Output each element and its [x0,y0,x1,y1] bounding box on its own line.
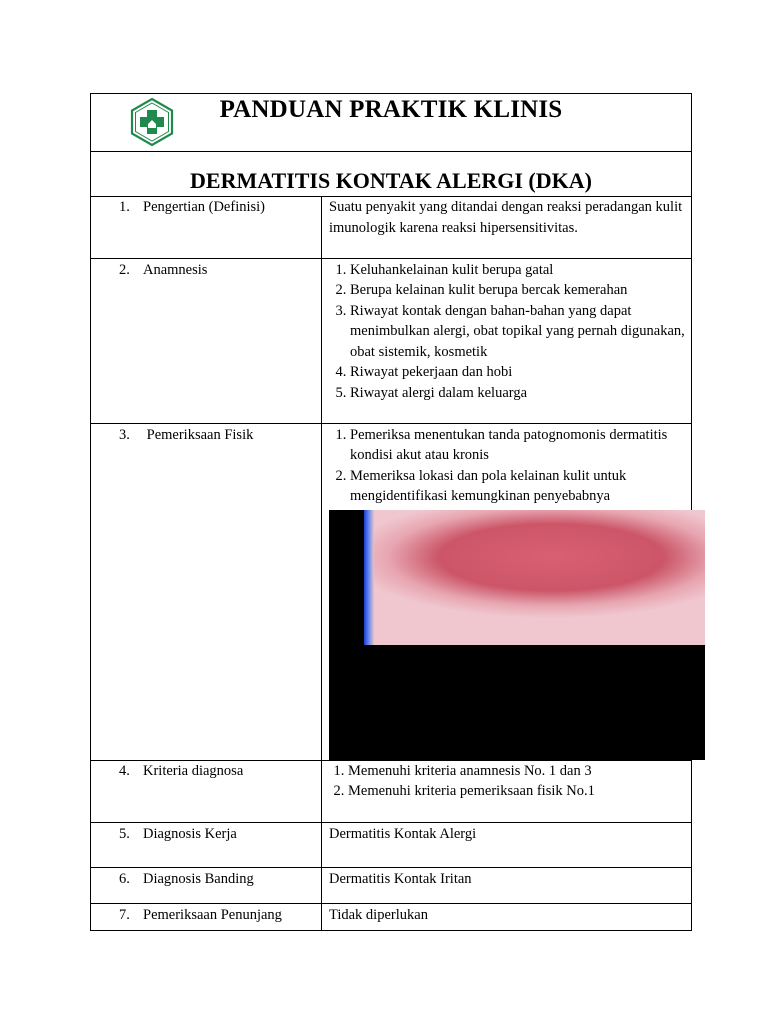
table-row [91,867,691,903]
list-item: 1. Keluhankelainan kulit berupa gatal [350,260,687,281]
row-label-text: Anamnesis [143,261,208,278]
row-text: Dermatitis Kontak Alergi [329,825,477,842]
row-label-text: Pemeriksaan Penunjang [143,906,282,923]
row-label-text: Diagnosis Kerja [143,825,237,842]
clinical-guide-document [90,93,692,931]
row-label [91,197,322,258]
list-item: 3. Riwayat kontak dengan bahan-bahan yang dapat menimbulkan alergi, obat topikal yang pernah digunakan, obat sistemik, kosmetik [350,301,687,363]
row-label-text: Pemeriksaan Fisik [146,426,254,443]
list-item: 2. Memenuhi kriteria pemeriksaan fisik No.1 [348,781,687,802]
row-content [322,867,692,903]
row-number: 7. [119,906,130,923]
document-subtitle: DERMATITIS KONTAK ALERGI (DKA) [190,168,592,193]
row-number: 6. [119,870,130,887]
table-row [91,822,691,867]
row-label-text: Pengertian (Definisi) [143,199,266,215]
row-label [91,822,322,867]
row-number: 4. [119,762,130,779]
row-label [91,903,322,930]
row-text: Suatu penyakit yang ditandai dengan reaksi peradangan kulit imunologik karena reaksi hipersensitivitas. [329,199,683,236]
row-label [91,258,322,423]
list-item: 2. Memeriksa lokasi dan pola kelainan kulit untuk mengidentifikasi kemungkinan penyebabnya [350,466,687,507]
row-content [322,258,692,423]
row-text: Dermatitis Kontak Iritan [329,870,472,887]
row-label [91,867,322,903]
table-row [91,760,691,822]
photo-edge [364,510,374,645]
row-number: 1. [119,199,130,215]
row-number: 2. [119,261,130,278]
row-content [322,760,692,822]
list-item: 1. Memenuhi kriteria anamnesis No. 1 dan 3 [348,761,687,782]
row-text: Tidak diperlukan [329,906,428,923]
table-row [91,903,691,930]
row-content [322,423,692,760]
skin-lesion-photo [329,510,705,760]
row-label-text: Kriteria diagnosa [143,762,244,779]
header-row [91,94,691,152]
list-item: 5. Riwayat alergi dalam keluarga [350,383,687,404]
row-number: 3. [119,426,130,443]
list-item: 4. Riwayat pekerjaan dan hobi [350,362,687,383]
criteria-list [329,761,687,802]
row-number: 5. [119,825,130,842]
anamnesis-list [329,260,687,404]
row-content [322,822,692,867]
photo-image-area [364,510,705,645]
subtitle-row [91,152,691,197]
row-label [91,423,322,760]
row-content [322,197,692,258]
physical-exam-list [329,425,687,507]
table-row [91,423,691,760]
row-label [91,760,322,822]
guide-table [91,197,691,930]
row-content [322,903,692,930]
list-item: 2. Berupa kelainan kulit berupa bercak kemerahan [350,280,687,301]
document-title: PANDUAN PRAKTIK KLINIS [219,96,563,123]
list-item: 1. Pemeriksa menentukan tanda patognomonis dermatitis kondisi akut atau kronis [350,425,687,466]
table-row [91,197,691,258]
table-row [91,258,691,423]
row-label-text: Diagnosis Banding [143,870,254,887]
